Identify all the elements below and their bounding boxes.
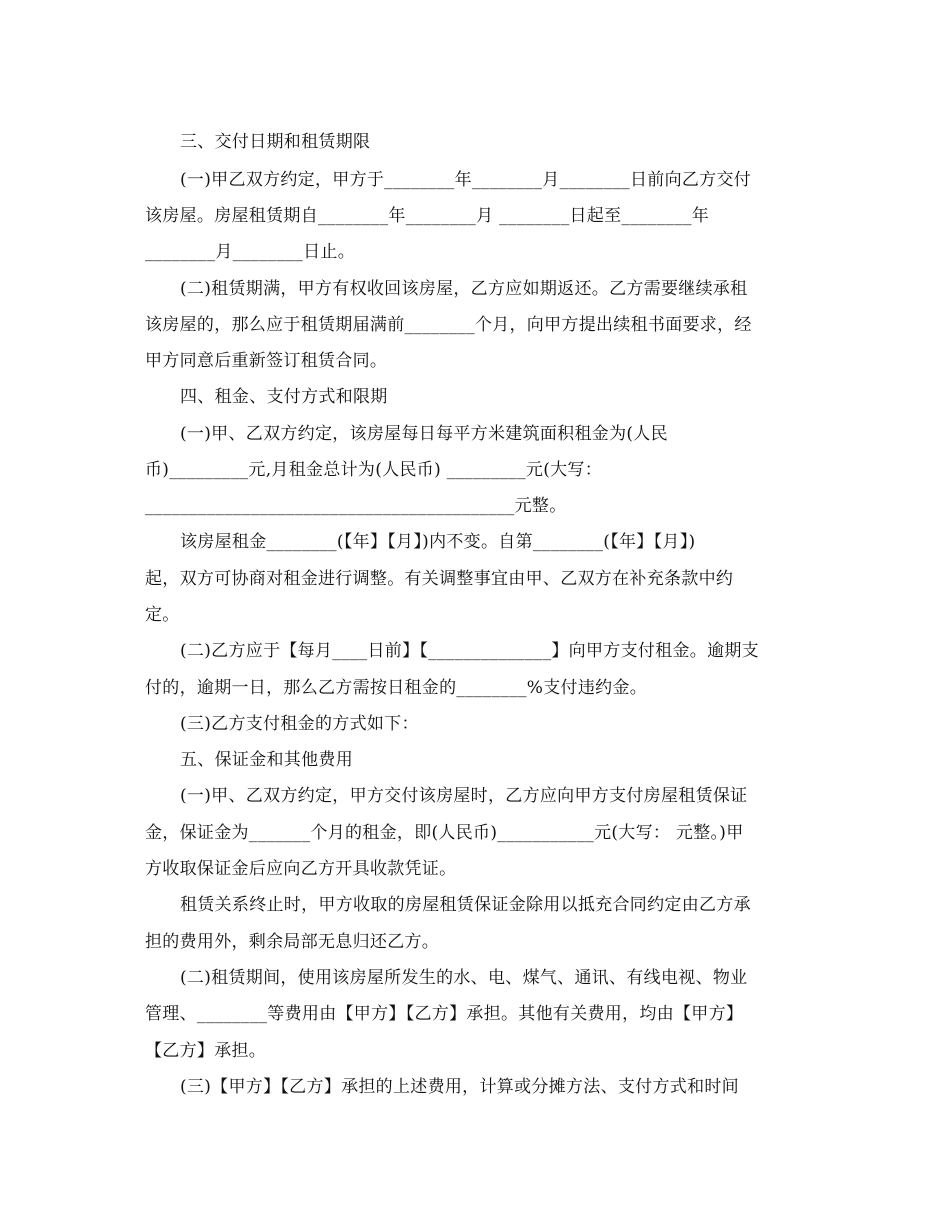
paragraph-line: 担的费用外，剩余局部无息归还乙方。 bbox=[145, 932, 440, 952]
section-heading-4: 四、租金、支付方式和限期 bbox=[180, 387, 388, 407]
paragraph-line: (二)租赁期满，甲方有权收回该房屋，乙方应如期返还。乙方需要继续承租 bbox=[180, 279, 748, 299]
paragraph-line: (三)乙方支付租金的方式如下： bbox=[180, 714, 419, 734]
paragraph-line: 该房屋租金________(【年】【月】)内不变。自第________(【年】【月】) bbox=[180, 532, 696, 552]
section-heading-3: 三、交付日期和租赁期限 bbox=[180, 132, 371, 152]
section-heading-5: 五、保证金和其他费用 bbox=[180, 750, 353, 770]
paragraph-line: 该房屋的，那么应于租赁期届满前________个月，向甲方提出续租书面要求，经 bbox=[145, 315, 752, 335]
paragraph-line: (一)甲、乙双方约定，甲方交付该房屋时，乙方应向甲方支付房屋租赁保证 bbox=[180, 786, 748, 806]
paragraph-line: ________月________日止。 bbox=[145, 242, 355, 262]
paragraph-line: (一)甲、乙双方约定，该房屋每日每平方米建筑面积租金为(人民 bbox=[180, 424, 668, 444]
paragraph-line: 管理、________等费用由【甲方】【乙方】承担。其他有关费用，均由【甲方】 bbox=[145, 1004, 744, 1024]
paragraph-line: 该房屋。房屋租赁期自________年________月 ________日起至________年 bbox=[145, 206, 710, 226]
paragraph-line: 金，保证金为_______个月的租金，即(人民币)___________元(大写： 元整。)甲 bbox=[145, 823, 744, 843]
paragraph-line: 定。 bbox=[145, 605, 180, 625]
paragraph-line: 起，双方可协商对租金进行调整。有关调整事宜由甲、乙双方在补充条款中约 bbox=[145, 569, 734, 589]
paragraph-line: 币)_________元,月租金总计为(人民币) _________元(大写： bbox=[145, 460, 603, 480]
paragraph-line: (一)甲乙双方约定，甲方于________年________月________日前向乙方交付 bbox=[180, 170, 752, 190]
paragraph-line: (二)乙方应于【每月____日前】【______________】向甲方支付租金。逾期支 bbox=[180, 641, 759, 661]
paragraph-line: 付的，逾期一日，那么乙方需按日租金的________%支付违约金。 bbox=[145, 678, 648, 698]
paragraph-line: __________________________________________元整。 bbox=[145, 496, 567, 516]
paragraph-line: (三)【甲方】【乙方】承担的上述费用，计算或分摊方法、支付方式和时间 bbox=[180, 1077, 739, 1097]
paragraph-line: 甲方同意后重新签订租赁合同。 bbox=[145, 351, 388, 371]
paragraph-line: 方收取保证金后应向乙方开具收款凭证。 bbox=[145, 859, 457, 879]
paragraph-line: 租赁关系终止时，甲方收取的房屋租赁保证金除用以抵充合同约定由乙方承 bbox=[180, 895, 751, 915]
paragraph-line: (二)租赁期间，使用该房屋所发生的水、电、煤气、通讯、有线电视、物业 bbox=[180, 968, 748, 988]
paragraph-line: 【乙方】承担。 bbox=[145, 1041, 267, 1061]
